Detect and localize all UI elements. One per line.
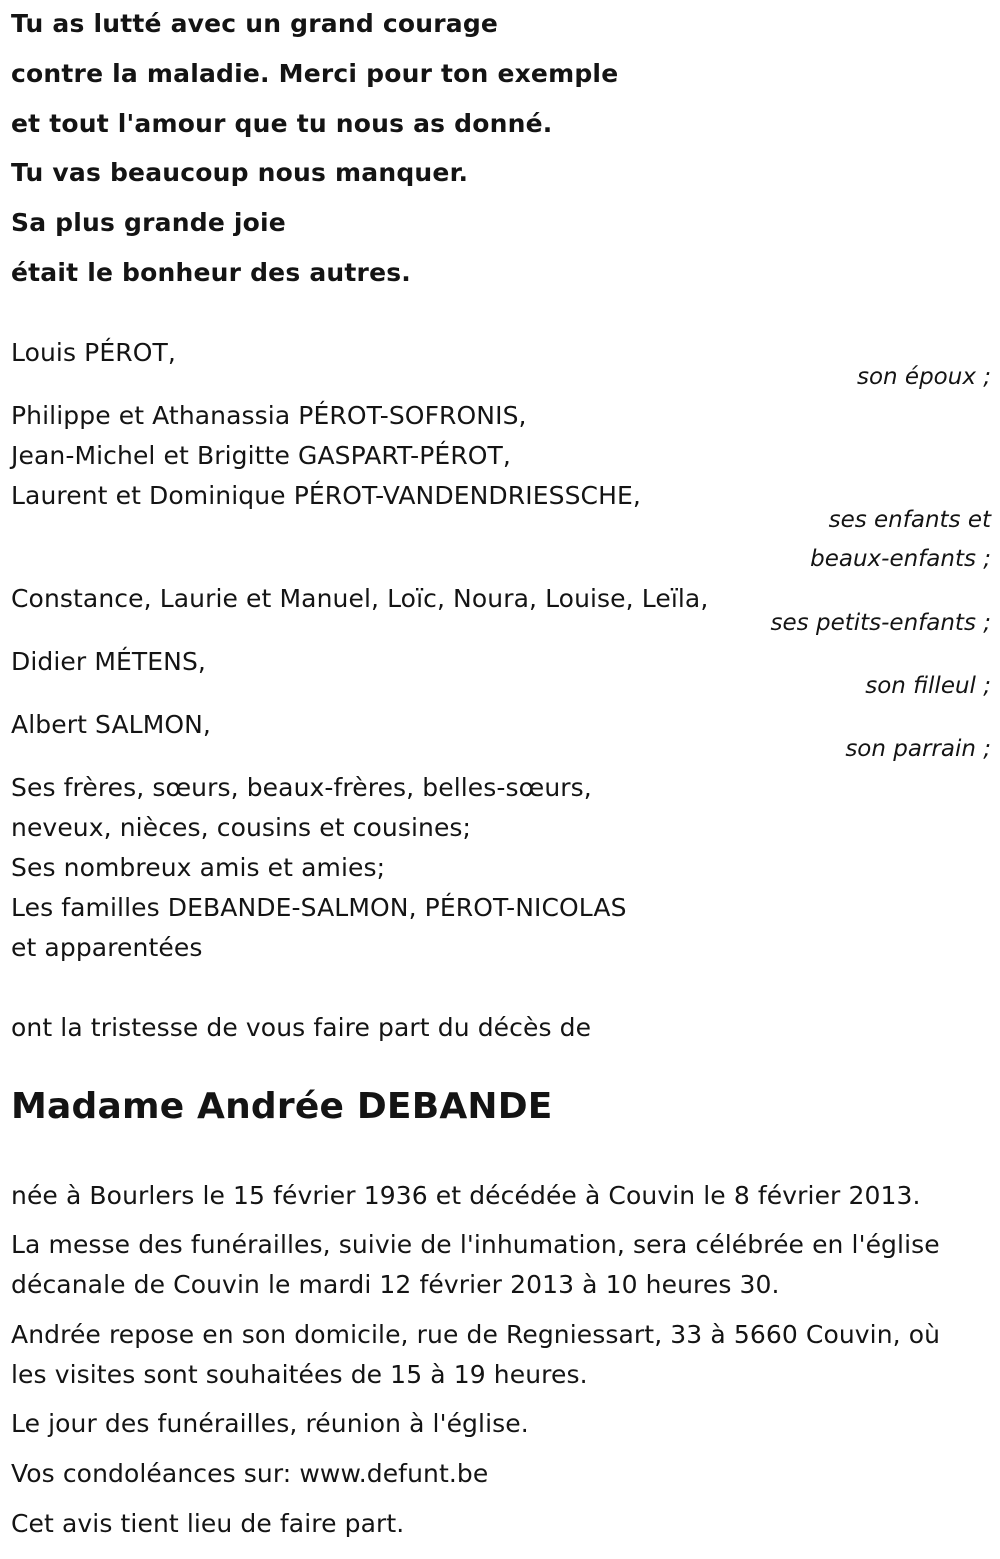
meeting-line: Le jour des funérailles, réunion à l'église. [11, 1409, 529, 1438]
poem-line: et tout l'amour que tu nous as donné. [11, 109, 553, 138]
others-line: et apparentées [11, 933, 203, 962]
godfather-name: Albert SALMON, [11, 710, 211, 739]
grandchildren-role: ses petits-enfants ; [770, 610, 991, 636]
mass-line: La messe des funérailles, suivie de l'inhumation, sera célébrée en l'église [11, 1230, 940, 1259]
child-line: Laurent et Dominique PÉROT-VANDENDRIESSCHE, [11, 481, 641, 510]
poem-line: était le bonheur des autres. [11, 258, 411, 287]
poem-line: Tu vas beaucoup nous manquer. [11, 158, 469, 187]
others-line: Ses nombreux amis et amies; [11, 853, 386, 882]
others-line: Ses frères, sœurs, beaux-frères, belles-sœurs, [11, 773, 592, 802]
repose-line: Andrée repose en son domicile, rue de Regniessart, 33 à 5660 Couvin, où [11, 1320, 941, 1349]
announcement: ont la tristesse de vous faire part du décès de [11, 1013, 592, 1042]
child-line: Jean-Michel et Brigitte GASPART-PÉROT, [11, 441, 511, 470]
others-line: Les familles DEBANDE-SALMON, PÉROT-NICOLAS [11, 893, 627, 922]
notice-line: Cet avis tient lieu de faire part. [11, 1509, 405, 1538]
poem-line: Sa plus grande joie [11, 208, 286, 237]
godson-role: son filleul ; [865, 673, 991, 699]
birth-death-line: née à Bourlers le 15 février 1936 et décédée à Couvin le 8 février 2013. [11, 1181, 921, 1210]
children-role-line2: beaux-enfants ; [810, 546, 991, 572]
child-line: Philippe et Athanassia PÉROT-SOFRONIS, [11, 401, 527, 430]
poem-line: contre la maladie. Merci pour ton exemple [11, 59, 619, 88]
repose-line: les visites sont souhaitées de 15 à 19 heures. [11, 1360, 588, 1389]
deceased-name: Madame Andrée DEBANDE [11, 1086, 553, 1127]
godfather-role: son parrain ; [845, 736, 991, 762]
children-role-line1: ses enfants et [828, 507, 991, 533]
spouse-name: Louis PÉROT, [11, 338, 176, 367]
poem-line: Tu as lutté avec un grand courage [11, 9, 499, 38]
grandchildren-names: Constance, Laurie et Manuel, Loïc, Noura, Louise, Leïla, [11, 584, 709, 613]
mass-line: décanale de Couvin le mardi 12 février 2013 à 10 heures 30. [11, 1270, 780, 1299]
godson-name: Didier MÉTENS, [11, 647, 206, 676]
others-line: neveux, nièces, cousins et cousines; [11, 813, 472, 842]
spouse-role: son époux ; [856, 364, 991, 390]
condolences-line: Vos condoléances sur: www.defunt.be [11, 1459, 489, 1488]
